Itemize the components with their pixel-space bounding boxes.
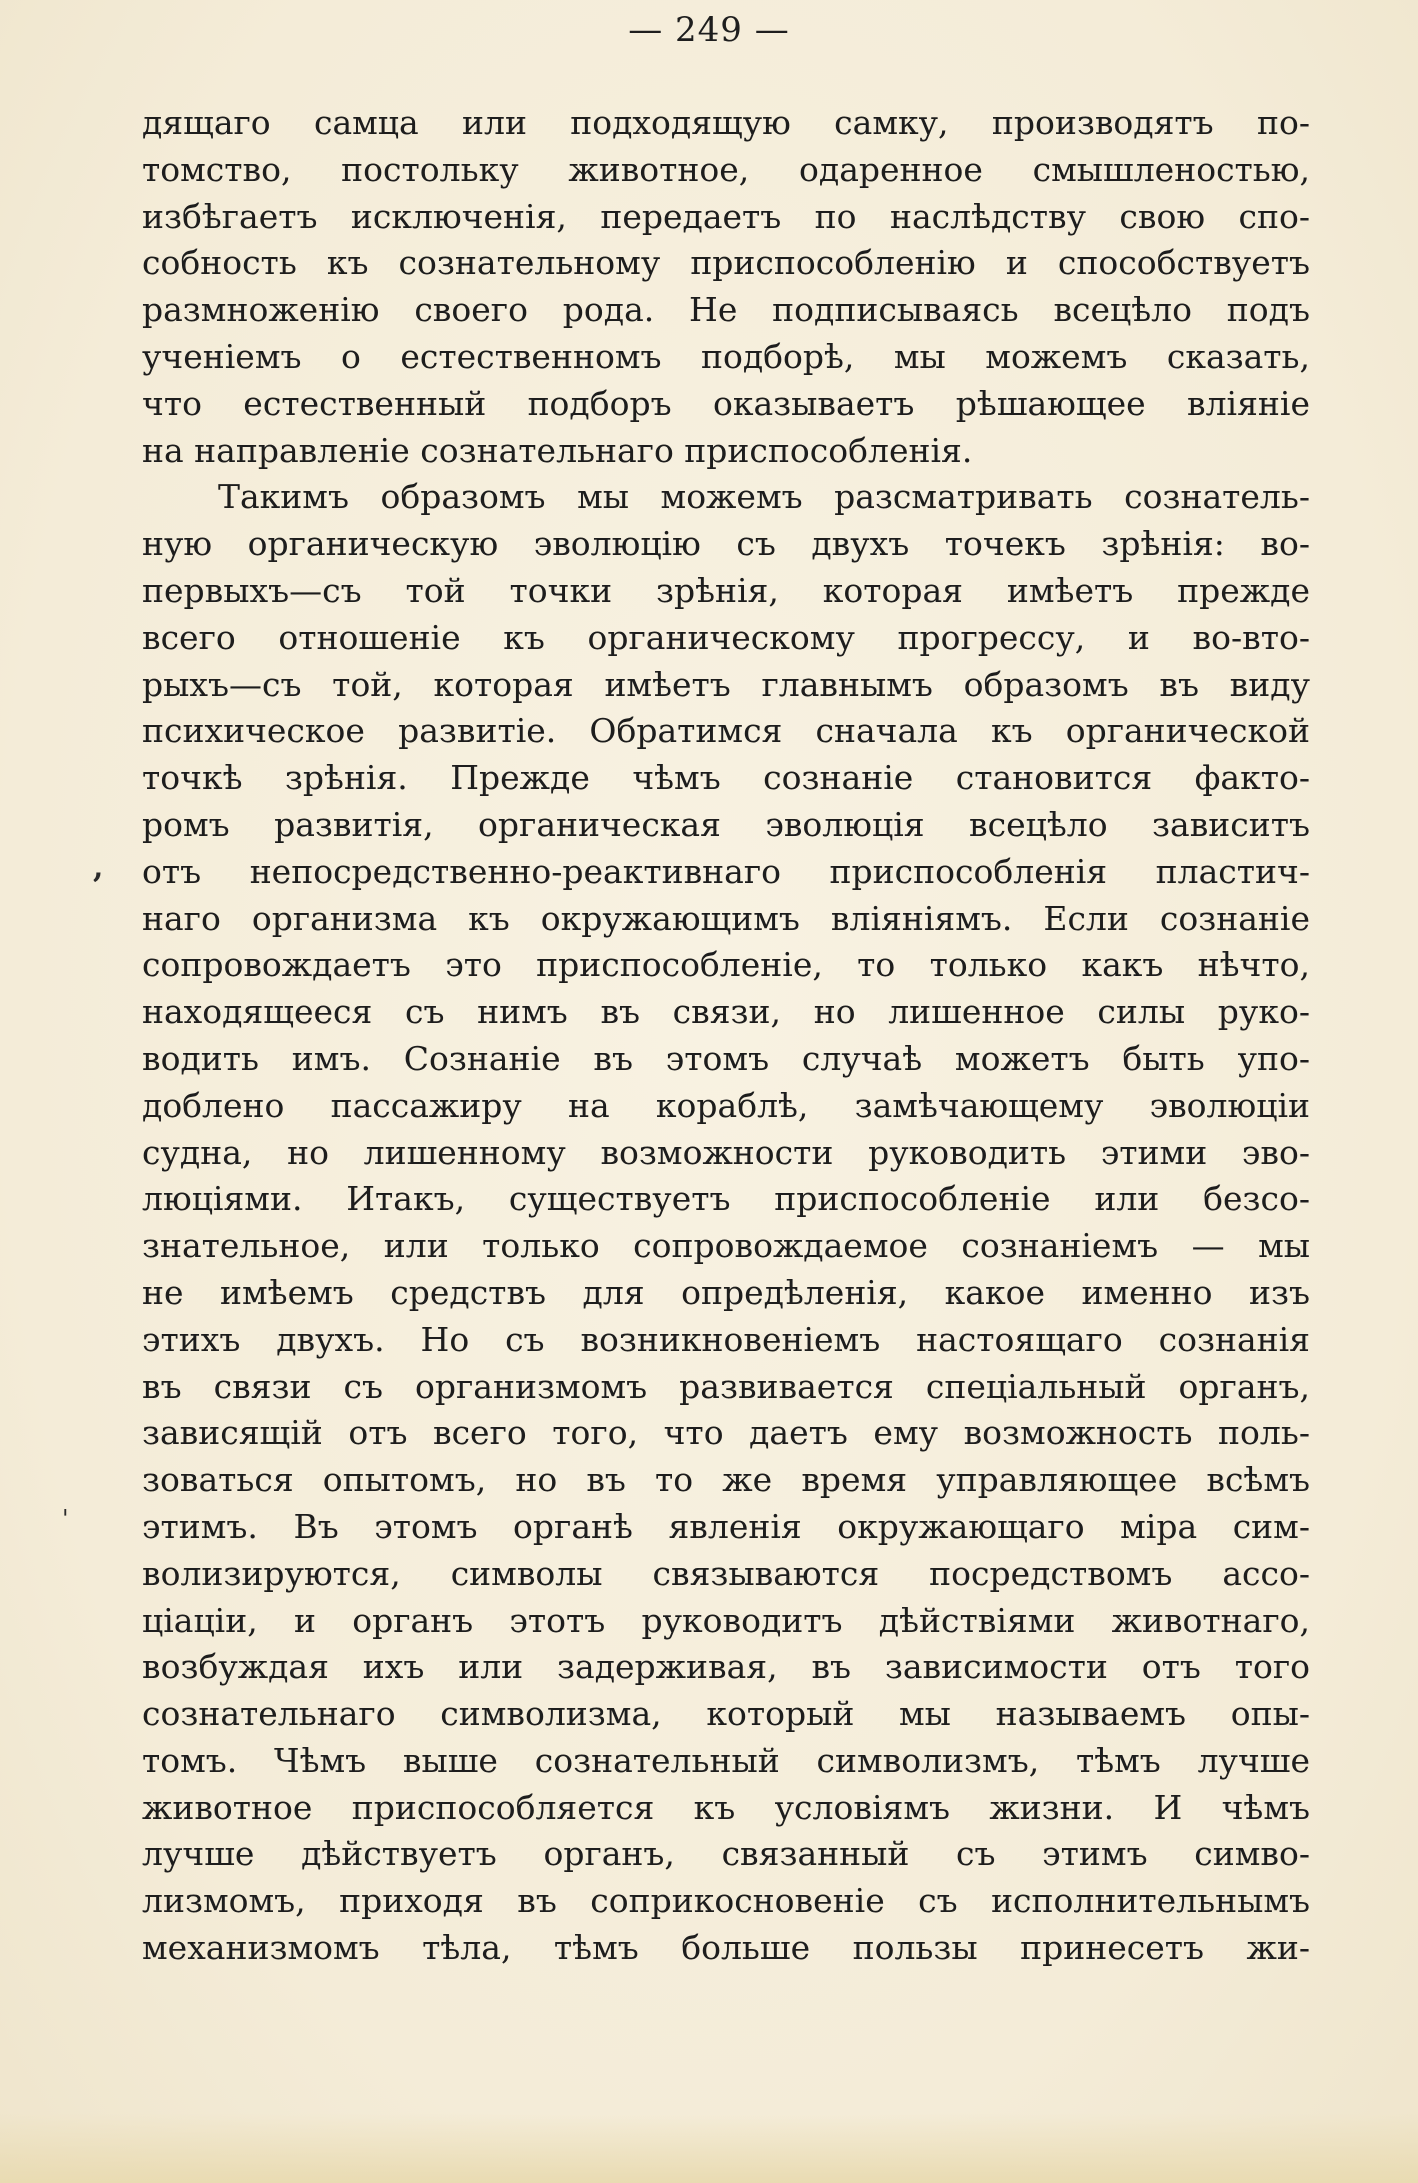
text-line: знательное, или только сопровождаемое сознаніемъ — мы: [142, 1226, 1310, 1266]
text-line: въ связи съ организмомъ развивается спеціальный органъ,: [142, 1366, 1310, 1406]
text-line: ромъ развитія, органическая эволюція всецѣло зависитъ: [142, 804, 1310, 844]
text-line: зависящій отъ всего того, что даетъ ему возможность поль-: [142, 1413, 1310, 1453]
text-line: сопровождаетъ это приспособленіе, то только какъ нѣчто,: [142, 945, 1310, 985]
text-line: не имѣемъ средствъ для опредѣленія, какое именно изъ: [142, 1272, 1310, 1312]
text-line: томъ. Чѣмъ выше сознательный символизмъ, тѣмъ лучше: [142, 1740, 1310, 1780]
text-line: этимъ. Въ этомъ органѣ явленія окружающаго міра сим-: [142, 1506, 1310, 1546]
page-number: — 249 —: [628, 10, 790, 50]
margin-mark: ,: [93, 850, 104, 885]
text-line: лизмомъ, приходя въ соприкосновеніе съ исполнительнымъ: [142, 1881, 1310, 1921]
text-line: отъ непосредственно-реактивнаго приспособленія пластич-: [142, 851, 1310, 891]
text-line: размноженію своего рода. Не подписываясь всецѣло подъ: [142, 290, 1310, 330]
text-line: ціаціи, и органъ этотъ руководитъ дѣйствіями животнаго,: [142, 1600, 1310, 1640]
text-line: судна, но лишенному возможности руководить этими эво-: [142, 1132, 1310, 1172]
text-line: ную органическую эволюцію съ двухъ точекъ зрѣнія: во-: [142, 524, 1310, 564]
text-line: на направленіе сознательнаго приспособленія.: [142, 430, 973, 470]
margin-mark: ': [62, 1505, 69, 1533]
text-line: возбуждая ихъ или задерживая, въ зависимости отъ того: [142, 1647, 1310, 1687]
text-line: дящаго самца или подходящую самку, производятъ по-: [142, 103, 1310, 142]
text-line: наго организма къ окружающимъ вліяніямъ. Если сознаніе: [142, 898, 1310, 938]
text-line: ученіемъ о естественномъ подборѣ, мы можемъ сказать,: [142, 336, 1310, 376]
text-line: рыхъ—съ той, которая имѣетъ главнымъ образомъ въ виду: [142, 664, 1310, 704]
text-line: этихъ двухъ. Но съ возникновеніемъ настоящаго сознанія: [142, 1319, 1310, 1359]
text-line: лучше дѣйствуетъ органъ, связанный съ этимъ симво-: [142, 1834, 1310, 1874]
body-text: [142, 100, 1310, 1972]
text-line: всего отношеніе къ органическому прогрессу, и во-вто-: [142, 617, 1310, 657]
text-line: зоваться опытомъ, но въ то же время управляющее всѣмъ: [142, 1460, 1310, 1500]
text-line: доблено пассажиру на кораблѣ, замѣчающему эволюціи: [142, 1085, 1310, 1125]
text-line: животное приспособляется къ условіямъ жизни. И чѣмъ: [142, 1787, 1310, 1827]
text-line: точкѣ зрѣнія. Прежде чѣмъ сознаніе становится факто-: [142, 758, 1310, 798]
text-line: механизмомъ тѣла, тѣмъ больше пользы принесетъ жи-: [142, 1928, 1310, 1968]
text-line: что естественный подборъ оказываетъ рѣшающее вліяніе: [142, 383, 1310, 423]
page-edge: [0, 2113, 1418, 2183]
text-line: волизируются, символы связываются посредствомъ ассо-: [142, 1553, 1310, 1593]
text-line: Такимъ образомъ мы можемъ разсматривать сознатель-: [218, 477, 1310, 517]
text-line: избѣгаетъ исключенія, передаетъ по наслѣдству свою спо-: [142, 196, 1310, 236]
text-line: люціями. Итакъ, существуетъ приспособленіе или безсо-: [142, 1179, 1310, 1219]
text-line: томство, постольку животное, одаренное смышленостью,: [142, 149, 1310, 189]
text-line: водить имъ. Сознаніе въ этомъ случаѣ можетъ быть упо-: [142, 1038, 1310, 1078]
text-line: сознательнаго символизма, который мы называемъ опы-: [142, 1694, 1310, 1734]
text-line: собность къ сознательному приспособленію и способствуетъ: [142, 243, 1310, 283]
text-line: первыхъ—съ той точки зрѣнія, которая имѣетъ прежде: [142, 570, 1310, 610]
text-line: психическое развитіе. Обратимся сначала къ органической: [142, 711, 1310, 751]
text-line: находящееся съ нимъ въ связи, но лишенное силы руко-: [142, 992, 1310, 1032]
